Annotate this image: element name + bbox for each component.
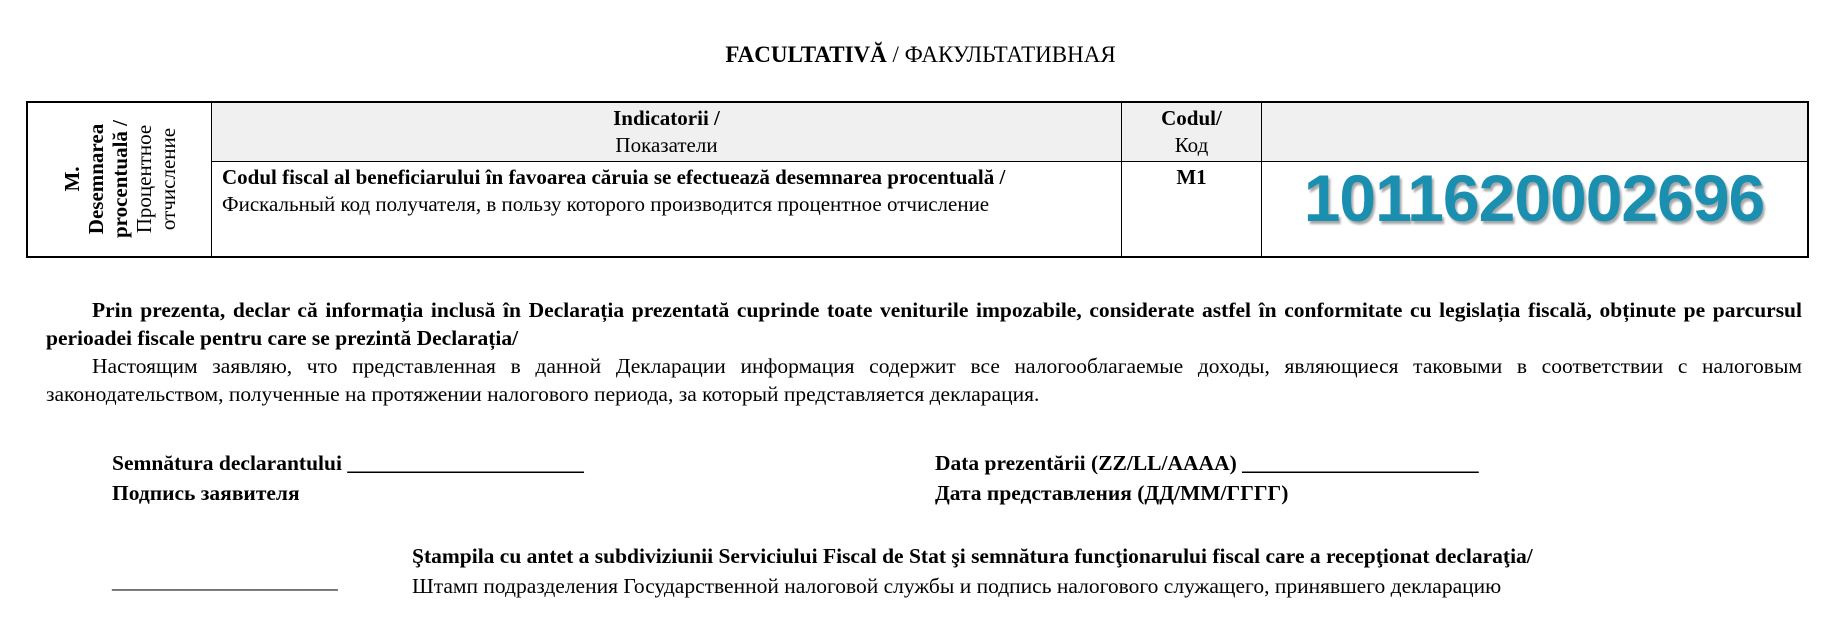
date-block	[935, 448, 1479, 508]
declaration-ro: Prin prezenta, declar că informația inclusă în Declarația prezentată cuprinde toate veniturile impozabile, considerate astfel în conformitate cu legislația fiscală, obținute pe parcursul perioadei fiscale pentru care se prezintă Declarația/	[46, 298, 1802, 350]
header-code	[1122, 105, 1261, 159]
signature-label-ru: Подпись заявителя	[112, 481, 300, 505]
row-code: M1	[1176, 165, 1207, 189]
signature-label-ro: Semnătura declarantului ______________________	[112, 451, 584, 475]
stamp-label-ro: Ştampila cu antet a subdiviziunii Serviciului Fiscal de Stat şi semnătura funcţionarului fiscal care a recepţionat declaraţia/	[412, 544, 1533, 568]
stamp-block	[412, 541, 1533, 601]
description-ru: Фискальный код получателя, в пользу которого производится процентное отчисление	[222, 192, 990, 216]
side-ro-line1: Desemnarea	[84, 123, 108, 235]
date-label-ru: Дата представления (ДД/ММ/ГГГГ)	[935, 481, 1289, 505]
header-code-ro: Codul/	[1161, 106, 1222, 130]
signature-block	[112, 448, 584, 508]
indicator-table	[26, 101, 1809, 258]
section-side-label	[28, 103, 212, 256]
header-indicators-ru: Показатели	[615, 133, 718, 157]
title-ru: / ФАКУЛЬТАТИВНАЯ	[886, 42, 1116, 67]
row-description	[222, 164, 1102, 218]
form-section-title	[0, 42, 1841, 68]
description-ro: Codul fiscal al beneficiarului în favoarea căruia se efectuează desemnarea procentuală /	[222, 165, 1006, 189]
side-ru-line1: Процентное	[132, 124, 156, 234]
side-ro-line2: procentuală /	[108, 119, 132, 239]
header-code-ru: Код	[1174, 133, 1209, 157]
side-code: M.	[60, 166, 84, 192]
title-ro: FACULTATIVĂ	[725, 42, 887, 67]
stamp-signature-line: _____________________	[112, 569, 338, 593]
header-indicators-ro: Indicatorii /	[613, 106, 720, 130]
side-ru-line2: отчисление	[156, 127, 180, 231]
declaration-ru: Настоящим заявляю, что представленная в данной Декларации информация содержит все налогооблагаемые доходы, являющиеся таковыми в соответствии с налоговым законодательством, полученные на протяжении налогового периода, за который представляется декларация.	[46, 354, 1802, 406]
date-label-ro: Data prezentării (ZZ/LL/AAAA) ______________________	[935, 451, 1479, 475]
fiscal-code-value: 1011620002696	[1303, 161, 1765, 235]
header-indicators	[212, 105, 1121, 159]
declaration-statement	[46, 296, 1802, 408]
stamp-label-ru: Штамп подразделения Государственной налоговой службы и подпись налогового служащего, принявшего декларацию	[412, 574, 1502, 598]
